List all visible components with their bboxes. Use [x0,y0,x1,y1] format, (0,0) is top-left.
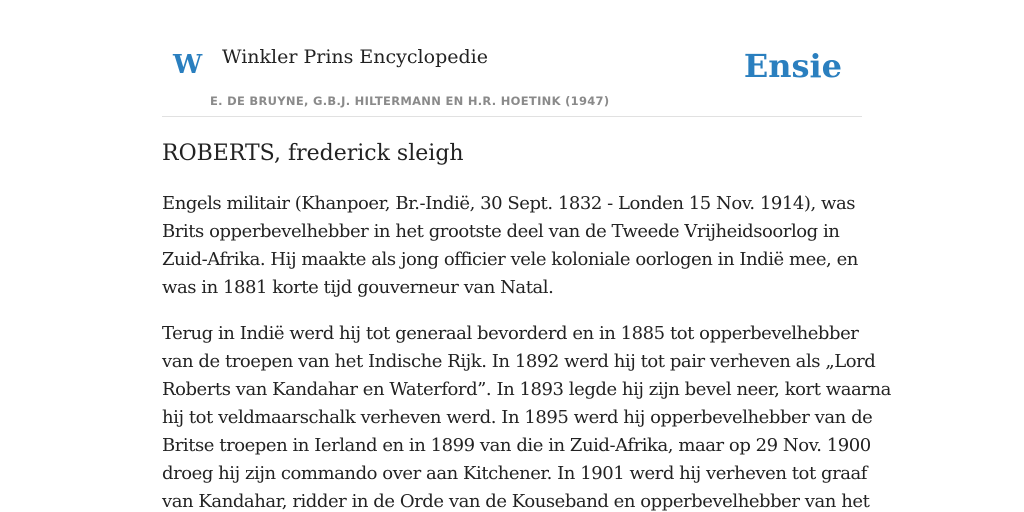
ensie-logo[interactable]: Ensie [743,47,842,85]
paragraph-line: Brits opperbevelhebber in het grootste deel van de Tweede Vrijheidsoorlog in [162,221,840,242]
paragraph-line: Britse troepen in Ierland en in 1899 van die in Zuid-Afrika, maar op 29 Nov. 1900 [162,435,871,456]
article-title: ROBERTS, frederick sleigh [162,141,464,166]
paragraph-2 [162,320,891,512]
paragraph-line: was in 1881 korte tijd gouverneur van Natal. [162,277,554,298]
article [162,138,891,512]
paragraph-line: van de troepen van het Indische Rijk. In 1892 werd hij tot pair verheven als „Lord [162,351,876,372]
paragraph-1 [162,190,862,302]
winkler-prins-logo[interactable]: W [173,50,203,80]
site-title[interactable]: Winkler Prins Encyclopedie [222,46,488,68]
paragraph-line: droeg hij zijn commando over aan Kitchener. In 1901 werd hij verheven tot graaf [162,463,867,484]
paragraph-line: Zuid-Afrika. Hij maakte als jong officier vele koloniale oorlogen in Indië mee, en [162,249,858,270]
header [162,0,862,117]
paragraph-line: Roberts van Kandahar en Waterford”. In 1893 legde hij zijn bevel neer, kort waarna [162,379,891,400]
paragraph-line: Engels militair (Khanpoer, Br.-Indië, 30 Sept. 1832 - Londen 15 Nov. 1914), was [162,193,856,214]
paragraph-line: Terug in Indië werd hij tot generaal bevorderd en in 1885 tot opperbevelhebber [162,323,859,344]
authors-line: E. DE BRUYNE, G.B.J. HILTERMANN EN H.R. HOETINK (1947) [210,94,610,108]
paragraph-line: hij tot veldmaarschalk verheven werd. In 1895 werd hij opperbevelhebber van de [162,407,873,428]
paragraph-line: van Kandahar, ridder in de Orde van de Kouseband en opperbevelhebber van het [162,491,870,512]
